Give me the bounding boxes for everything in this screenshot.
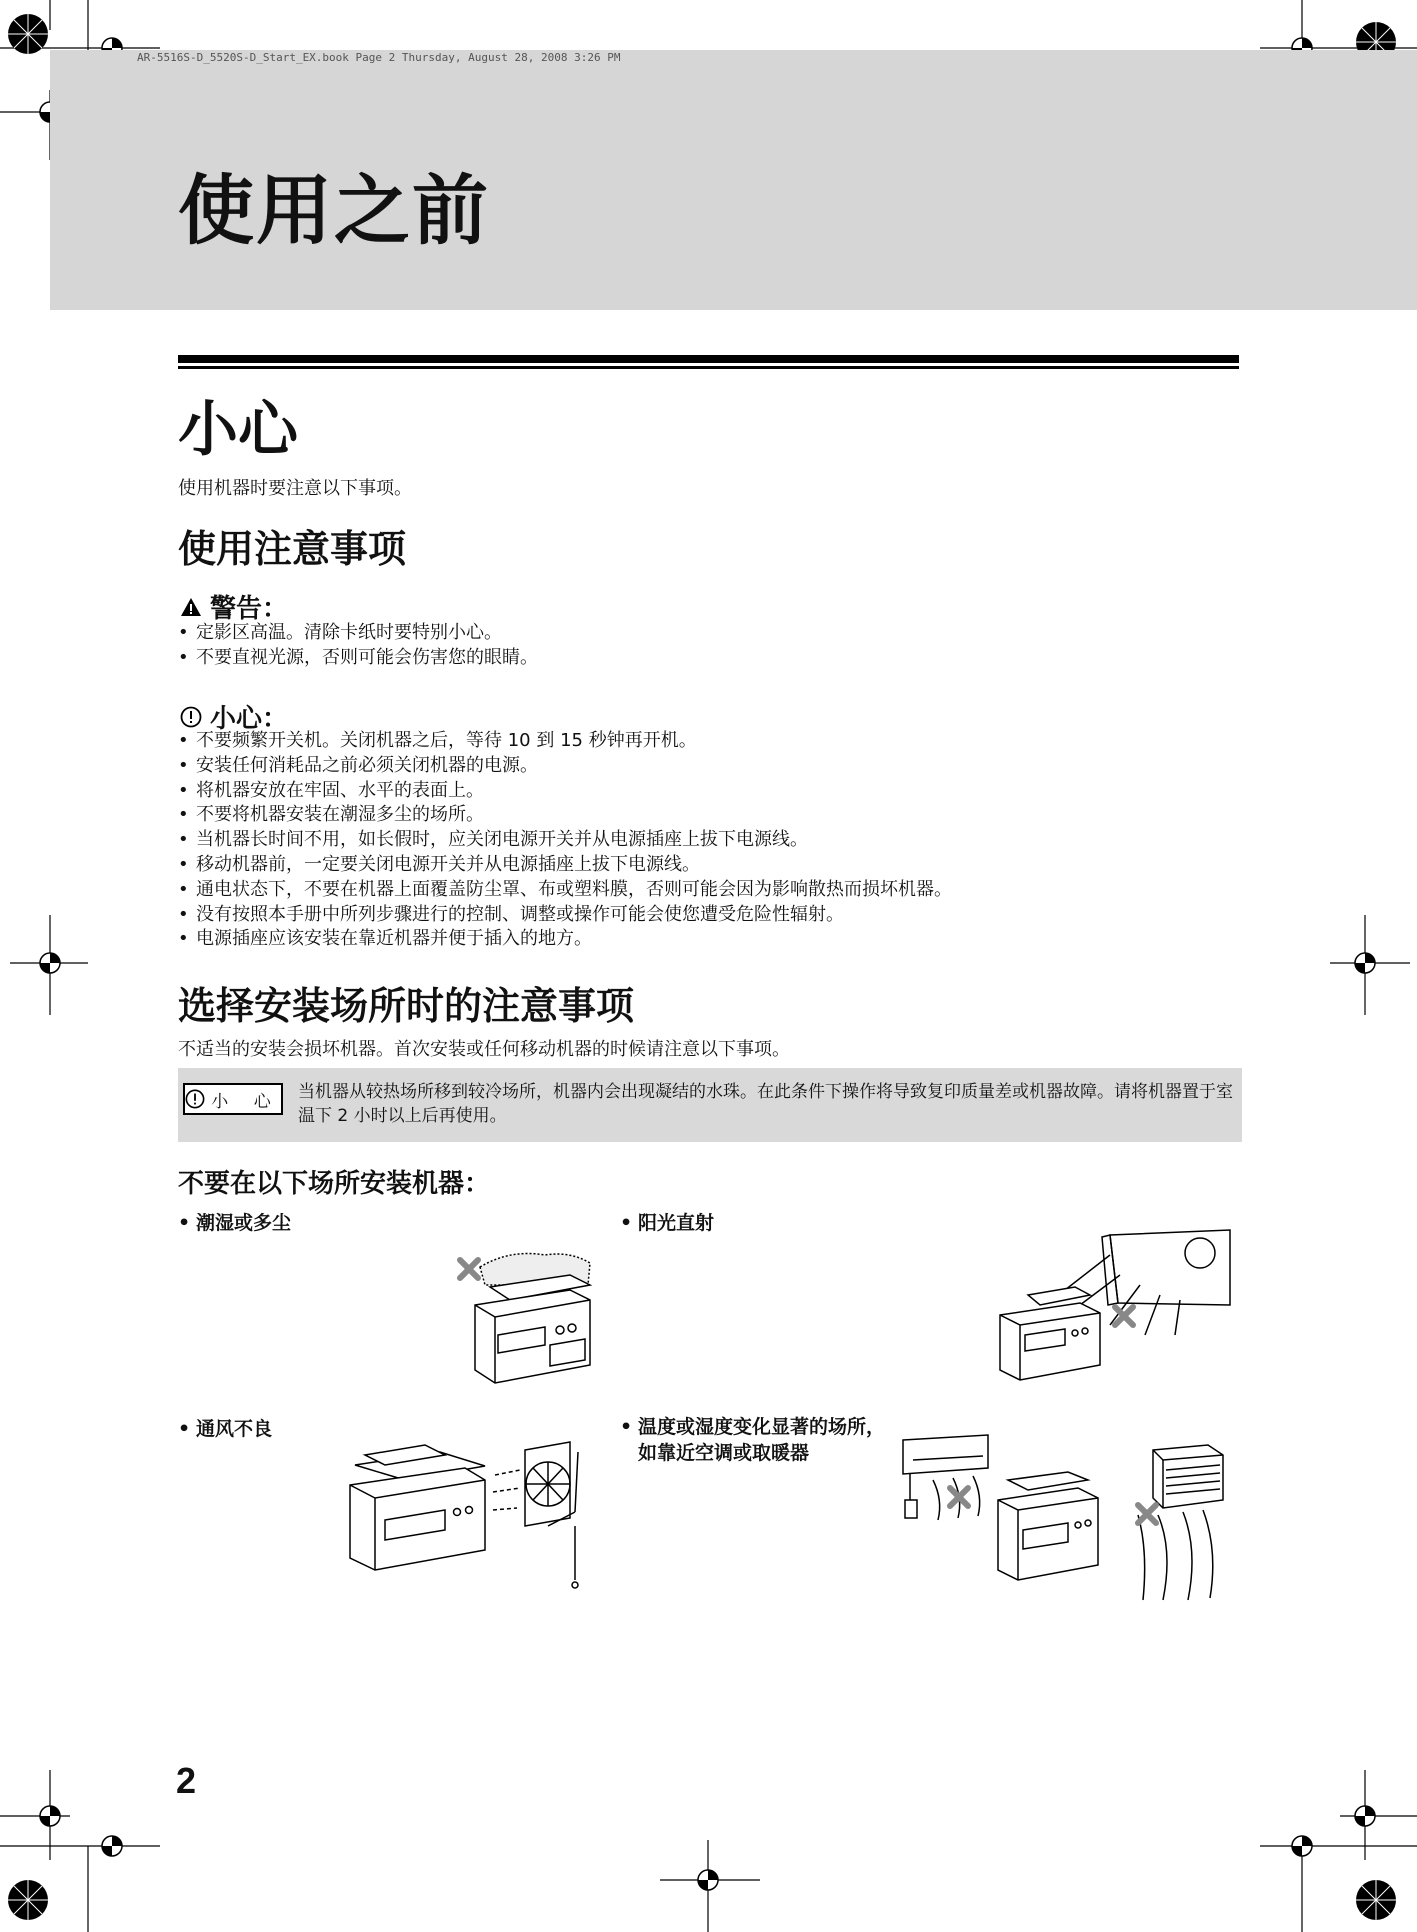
place-label: 潮湿或多尘 bbox=[196, 1212, 292, 1234]
list-item: • 没有按照本手册中所列步骤进行的控制、调整或操作可能会使您遭受危险性辐射。 bbox=[178, 903, 952, 928]
page-number: 2 bbox=[176, 1760, 197, 1801]
list-item: • 当机器长时间不用，如长假时，应关闭电源开关并从电源插座上拔下电源线。 bbox=[178, 828, 952, 853]
caution-circle-icon bbox=[185, 1089, 205, 1109]
section-title: 小心 bbox=[178, 395, 298, 465]
place-item-poor-ventilation: • 通风不良 bbox=[178, 1418, 273, 1440]
list-item: • 不要将机器安装在潮湿多尘的场所。 bbox=[178, 803, 952, 828]
temperature-change-illustration bbox=[898, 1430, 1233, 1610]
warning-heading-label: 警告： bbox=[210, 594, 289, 624]
list-item: • 电源插座应该安装在靠近机器并便于插入的地方。 bbox=[178, 927, 952, 952]
caution-note-label bbox=[183, 1083, 283, 1115]
section-rule-thin bbox=[178, 366, 1239, 369]
warning-heading bbox=[180, 588, 288, 625]
usage-title: 使用注意事项 bbox=[178, 527, 407, 571]
list-item: • 不要频繁开关机。关闭机器之后，等待 10 到 15 秒钟再开机。 bbox=[178, 729, 952, 754]
place-label: 阳光直射 bbox=[638, 1212, 715, 1234]
humid-dusty-illustration bbox=[450, 1245, 600, 1395]
warning-list bbox=[178, 621, 538, 671]
section-intro: 使用机器时要注意以下事项。 bbox=[178, 478, 412, 499]
chapter-title: 使用之前 bbox=[178, 166, 490, 255]
list-item: • 通电状态下，不要在机器上面覆盖防尘罩、布或塑料膜，否则可能会因为影响散热而损坏机器。 bbox=[178, 878, 952, 903]
book-file-line: AR-5516S-D_5520S-D_Start_EX.book Page 2 Thursday, August 28, 2008 3:26 PM bbox=[137, 51, 621, 64]
location-intro: 不适当的安装会损坏机器。首次安装或任何移动机器的时候请注意以下事项。 bbox=[178, 1039, 790, 1060]
list-item: • 不要直视光源，否则可能会伤害您的眼睛。 bbox=[178, 646, 538, 671]
place-label: 温度或湿度变化显著的场所，如靠近空调或取暖器 bbox=[638, 1416, 886, 1464]
list-item: • 定影区高温。清除卡纸时要特别小心。 bbox=[178, 621, 538, 646]
place-item-sunlight: • 阳光直射 bbox=[620, 1212, 715, 1234]
avoid-title: 不要在以下场所安装机器： bbox=[178, 1169, 491, 1199]
caution-note-text: 当机器从较热场所移到较冷场所，机器内会出现凝结的水珠。在此条件下操作将导致复印质量差或机器故障。请将机器置于室温下 2 小时以上后再使用。 bbox=[298, 1082, 1233, 1126]
warning-triangle-icon bbox=[180, 597, 202, 617]
caution-circle-icon bbox=[180, 706, 202, 728]
section-rule bbox=[178, 355, 1239, 363]
location-title: 选择安装场所时的注意事项 bbox=[178, 984, 635, 1028]
caution-list bbox=[178, 729, 952, 952]
place-label: 通风不良 bbox=[196, 1418, 273, 1440]
caution-heading-label: 小心： bbox=[210, 704, 289, 734]
list-item: • 安装任何消耗品之前必须关闭机器的电源。 bbox=[178, 754, 952, 779]
list-item: • 将机器安放在牢固、水平的表面上。 bbox=[178, 779, 952, 804]
sunlight-illustration bbox=[990, 1225, 1235, 1385]
caution-note-label-text: 小 心 bbox=[211, 1091, 281, 1112]
place-item-humid-dusty: • 潮湿或多尘 bbox=[178, 1212, 292, 1234]
list-item: • 移动机器前，一定要关闭电源开关并从电源插座上拔下电源线。 bbox=[178, 853, 952, 878]
poor-ventilation-illustration bbox=[345, 1430, 595, 1605]
place-item-temperature-change: • 温度或湿度变化显著的场所，如靠近空调或取暖器 bbox=[620, 1416, 886, 1464]
